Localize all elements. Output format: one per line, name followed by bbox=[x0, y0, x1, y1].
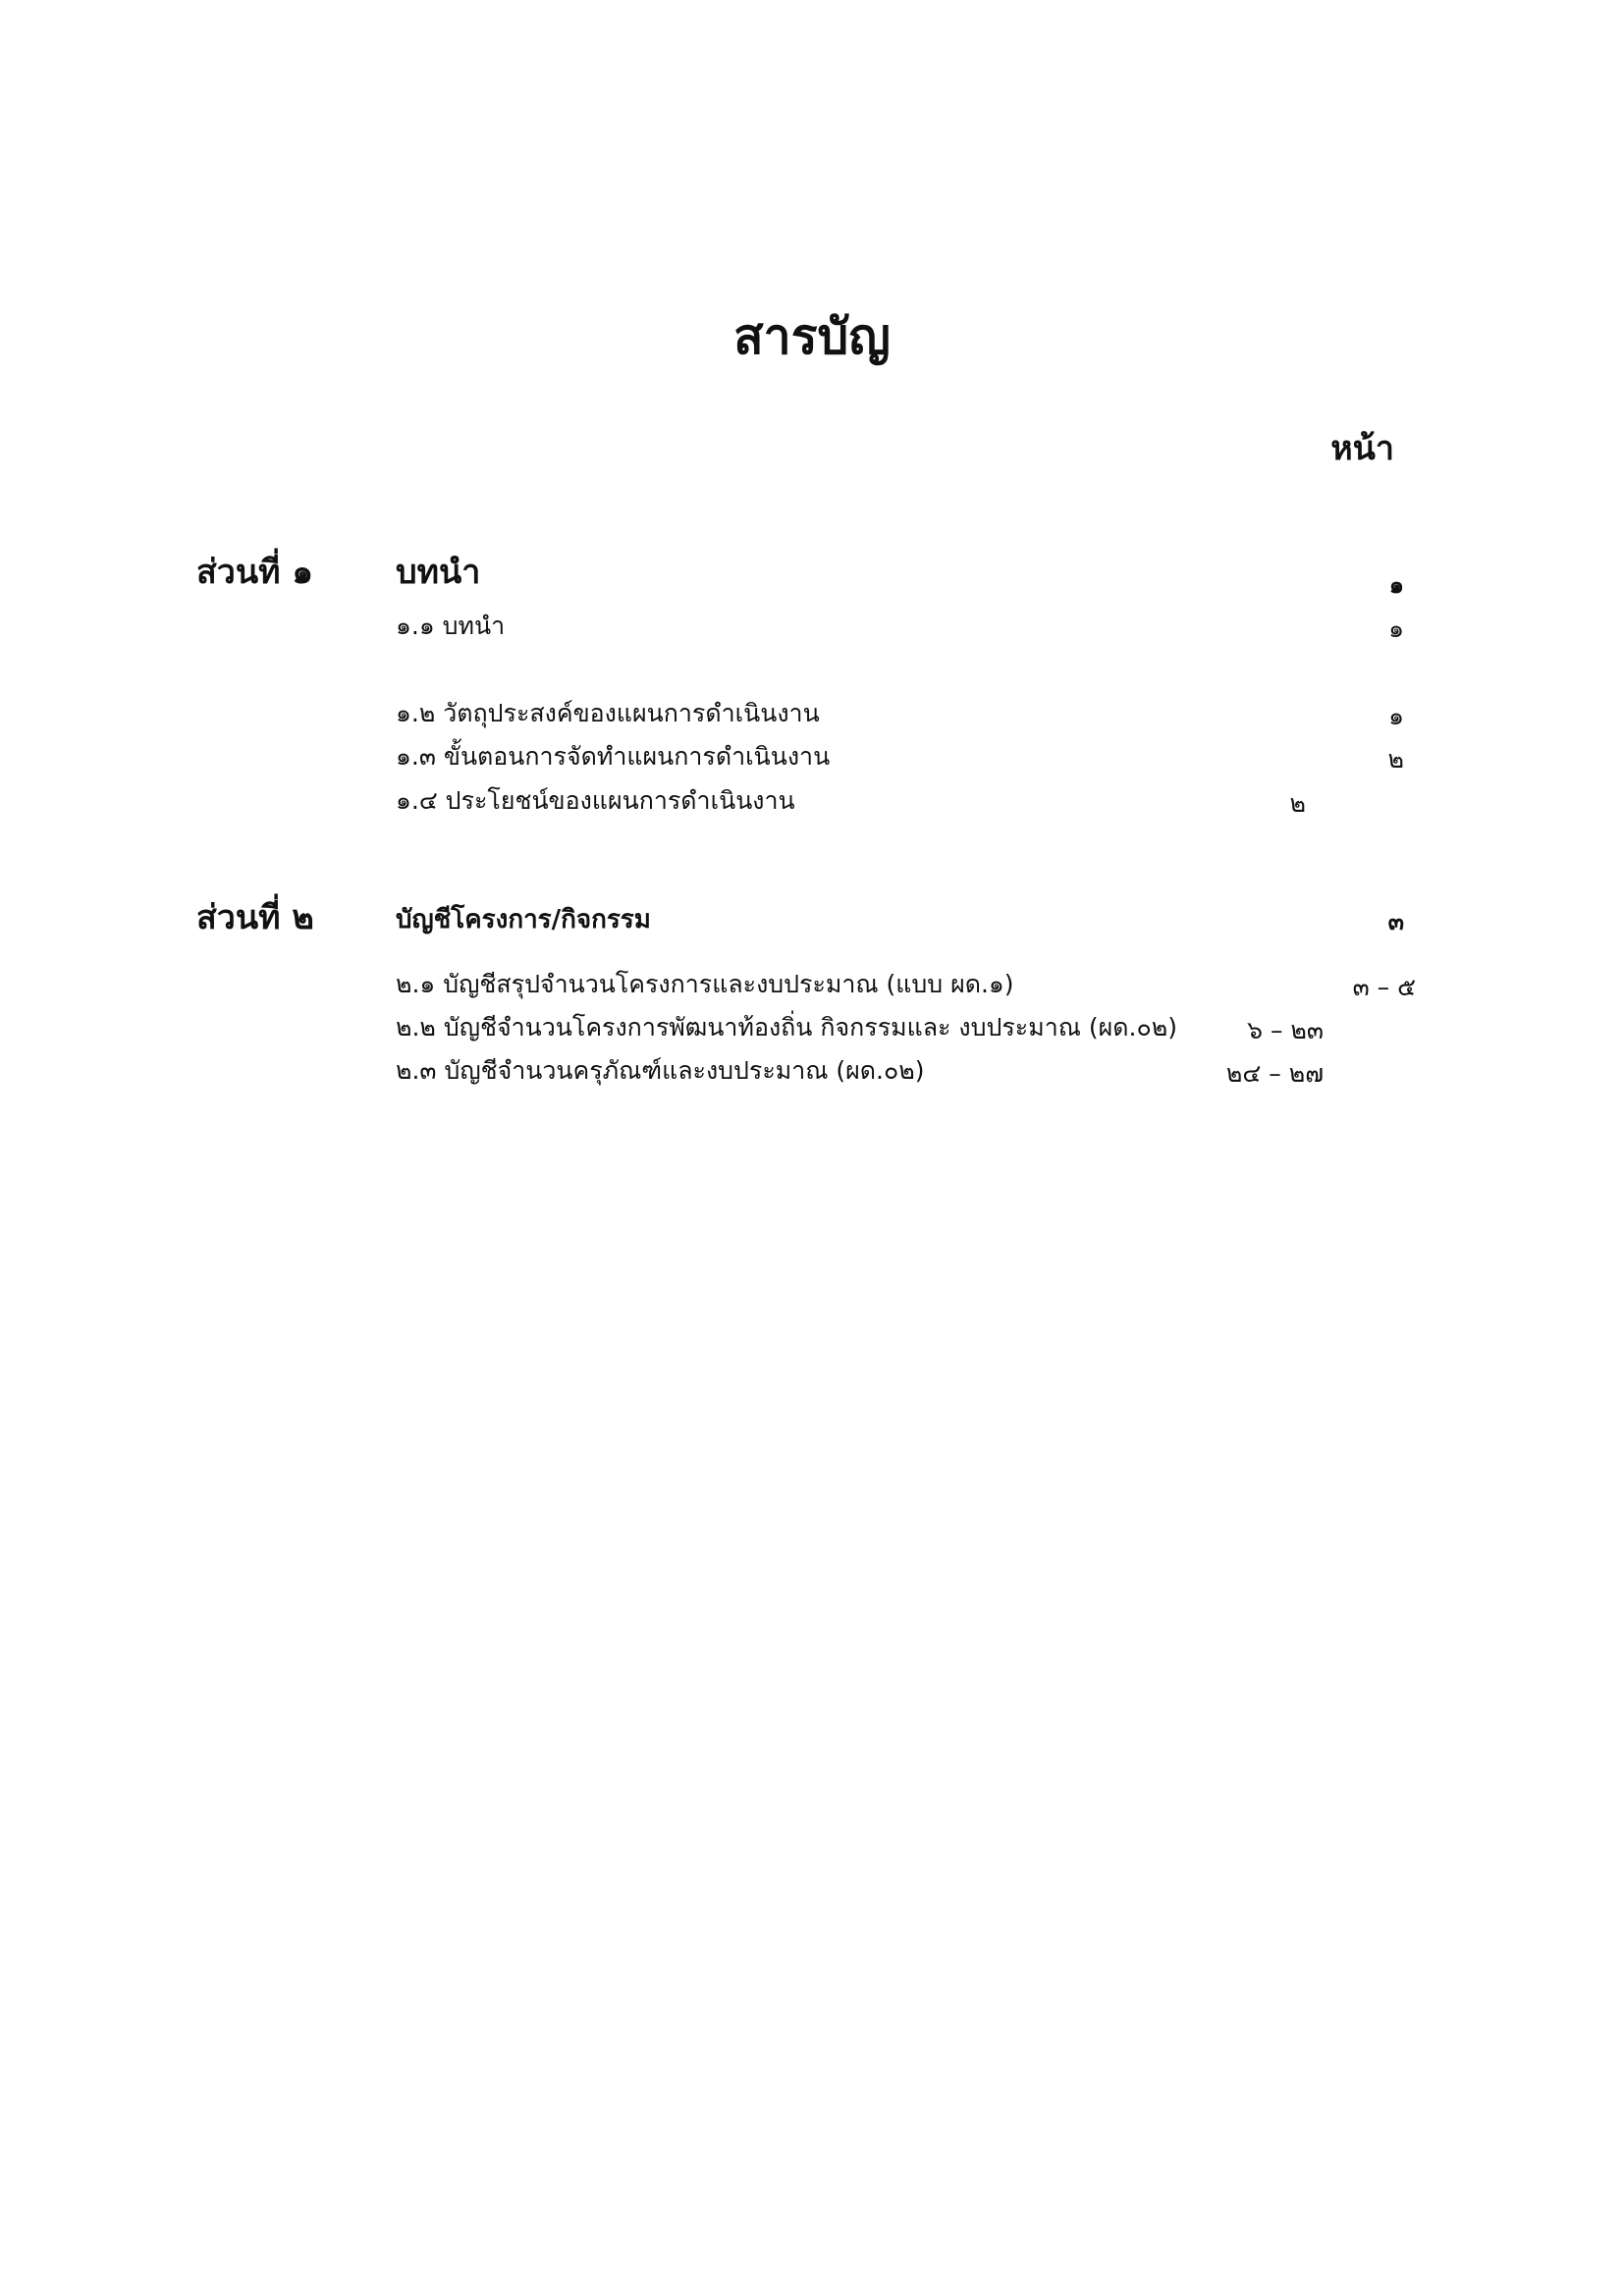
toc-item-1-1-page: ๑ bbox=[1388, 614, 1404, 643]
toc-item-2-3: ๒.๓ บัญชีจำนวนครุภัณฑ์และงบประมาณ (ผด.๐๒) bbox=[396, 1056, 925, 1085]
toc-item-2-1: ๒.๑ บัญชีสรุปจำนวนโครงการและงบประมาณ (แบบ ผด.๑) bbox=[396, 970, 1014, 998]
toc-item-1-4-page: ๒ bbox=[1289, 789, 1306, 818]
part-2-page: ๓ bbox=[1387, 908, 1404, 935]
toc-item-1-2-page: ๑ bbox=[1388, 702, 1404, 730]
part-1-page: ๑ bbox=[1388, 571, 1404, 599]
part-2-title: บัญชีโครงการ/กิจกรรม bbox=[396, 905, 651, 934]
toc-item-2-3-page: ๒๔ – ๒๗ bbox=[1225, 1059, 1324, 1088]
part-1-label: ส่วนที่ ๑ bbox=[196, 553, 313, 592]
toc-item-1-2: ๑.๒ วัตถุประสงค์ของแผนการดำเนินงาน bbox=[396, 699, 820, 727]
page-column-header: หน้า bbox=[1330, 429, 1394, 468]
toc-item-2-2: ๒.๒ บัญชีจำนวนโครงการพัฒนาท้องถิ่น กิจกรรมและ งบประมาณ (ผด.๐๒) bbox=[396, 1013, 1177, 1041]
document-title: สารบัญ bbox=[733, 308, 891, 365]
toc-item-1-1: ๑.๑ บทนำ bbox=[396, 612, 506, 640]
toc-item-2-1-page: ๓ – ๕ bbox=[1352, 973, 1416, 1001]
part-2-label: ส่วนที่ ๒ bbox=[196, 898, 314, 937]
toc-item-1-3: ๑.๓ ขั้นตอนการจัดทำแผนการดำเนินงาน bbox=[396, 742, 831, 771]
toc-item-1-3-page: ๒ bbox=[1387, 745, 1404, 774]
toc-item-1-4: ๑.๔ ประโยชน์ของแผนการดำเนินงาน bbox=[396, 786, 795, 815]
toc-item-2-2-page: ๖ – ๒๓ bbox=[1247, 1016, 1324, 1044]
part-1-title: บทนำ bbox=[396, 553, 481, 592]
